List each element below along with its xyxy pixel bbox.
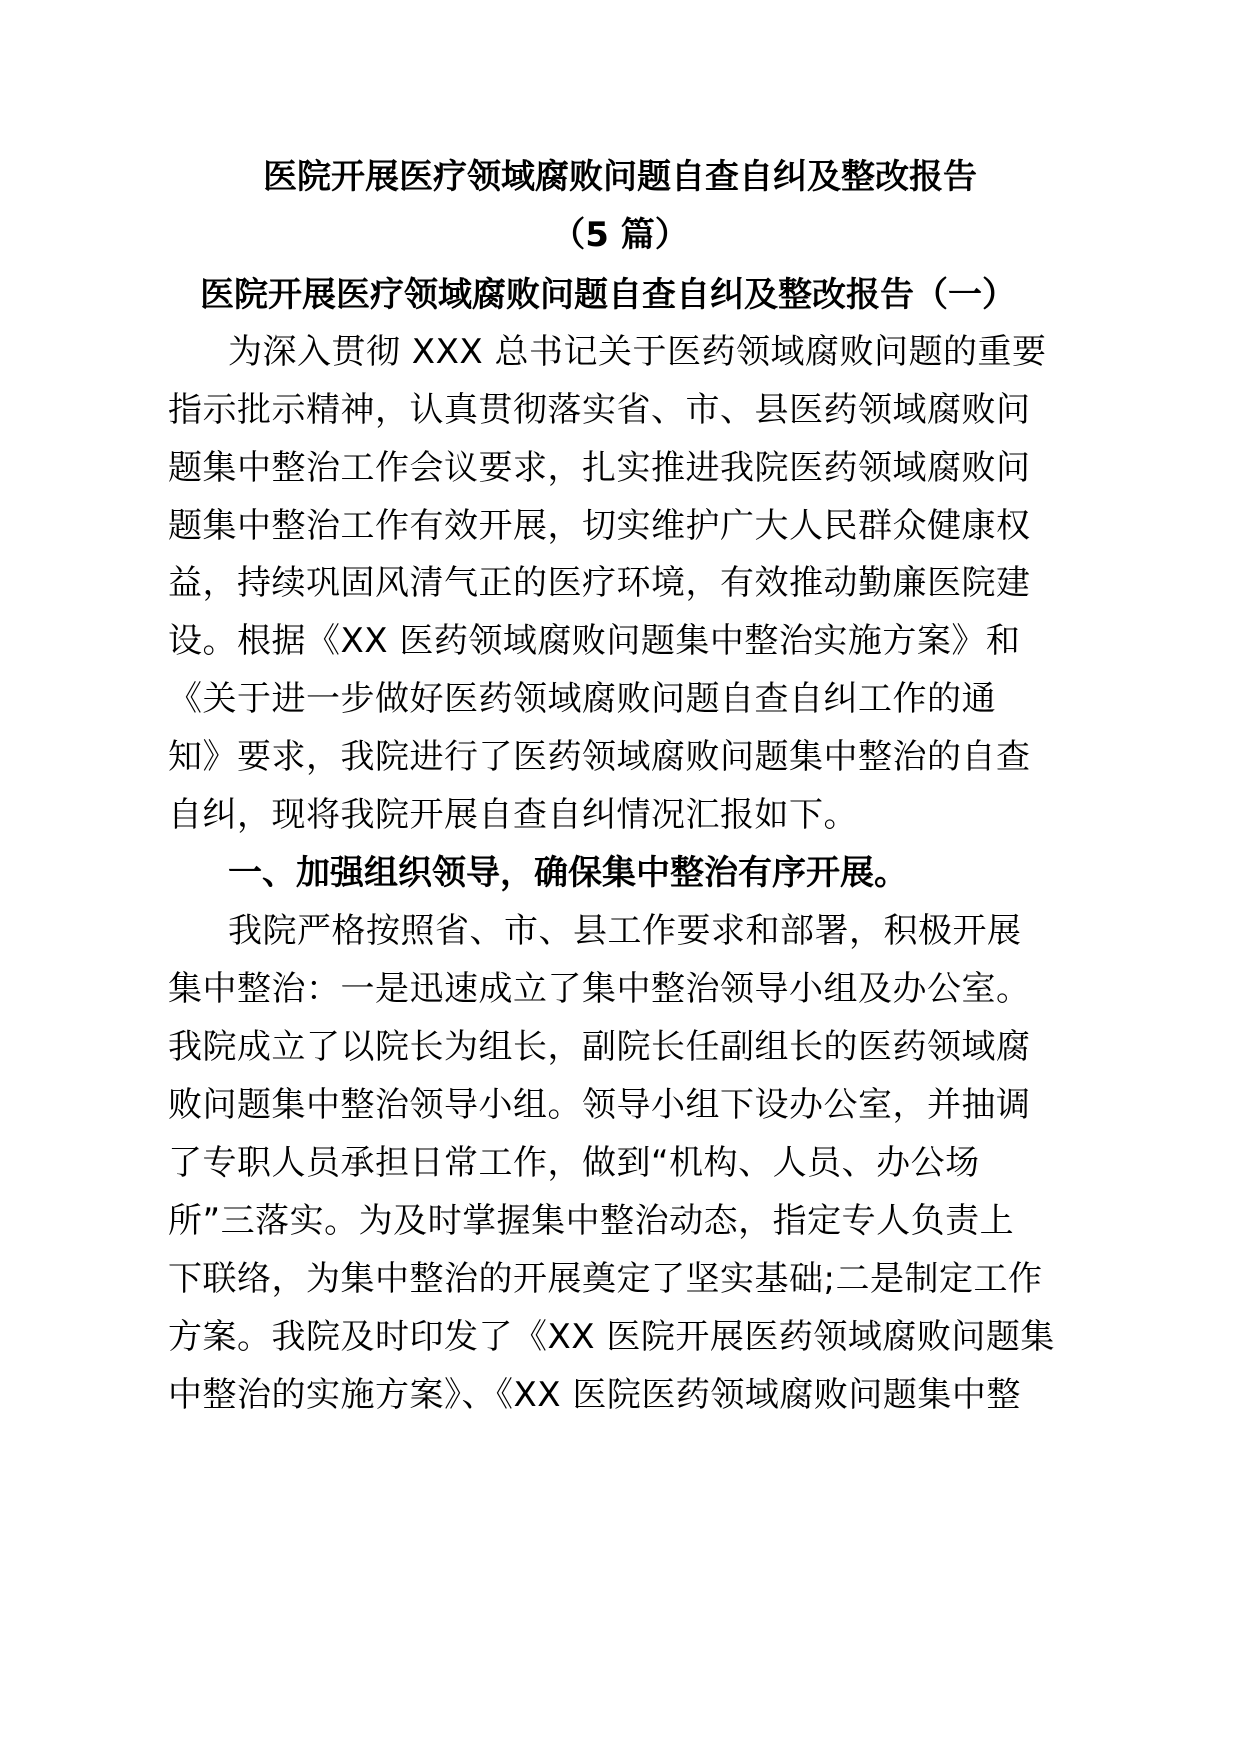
paragraph-line: 自纠，现将我院开展自查自纠情况汇报如下。 xyxy=(168,795,858,835)
section-heading: 医院开展医疗领域腐败问题自查自纠及整改报告（一） xyxy=(200,275,1016,315)
paragraph-line: 益，持续巩固风清气正的医疗环境，有效推动勤廉医院建 xyxy=(168,563,1031,603)
paragraph-line: 设。根据《XX 医药领域腐败问题集中整治实施方案》和 xyxy=(168,621,1021,661)
paragraph-line: 我院成立了以院长为组长，副院长任副组长的医药领域腐 xyxy=(168,1027,1031,1067)
paragraph-line: 集中整治：一是迅速成立了集中整治领导小组及办公室。 xyxy=(168,969,1031,1009)
document-subtitle: （5 篇） xyxy=(551,215,689,255)
paragraph-line: 下联络，为集中整治的开展奠定了坚实基础;二是制定工作 xyxy=(168,1259,1043,1299)
paragraph-line: 知》要求，我院进行了医药领域腐败问题集中整治的自查 xyxy=(168,737,1031,777)
paragraph-line: 方案。我院及时印发了《XX 医院开展医药领域腐败问题集 xyxy=(168,1317,1055,1357)
paragraph-line: 为深入贯彻 XXX 总书记关于医药领域腐败问题的重要 xyxy=(228,332,1047,372)
paragraph-line: 中整治的实施方案》、《XX 医院医药领域腐败问题集中整 xyxy=(168,1375,1021,1415)
document-title: 医院开展医疗领域腐败问题自查自纠及整改报告 xyxy=(263,157,977,197)
paragraph-line: 指示批示精神，认真贯彻落实省、市、县医药领域腐败问 xyxy=(168,390,1031,430)
subsection-heading: 一、加强组织领导，确保集中整治有序开展。 xyxy=(228,853,908,893)
paragraph-line: 题集中整治工作有效开展，切实维护广大人民群众健康权 xyxy=(168,506,1031,546)
paragraph-line: 了专职人员承担日常工作，做到“机构、人员、办公场 xyxy=(168,1143,980,1183)
paragraph-line: 《关于进一步做好医药领域腐败问题自查自纠工作的通 xyxy=(168,679,996,719)
paragraph-line: 题集中整治工作会议要求，扎实推进我院医药领域腐败问 xyxy=(168,448,1031,488)
paragraph-line: 所”三落实。为及时掌握集中整治动态，指定专人负责上 xyxy=(168,1201,1015,1241)
paragraph-line: 我院严格按照省、市、县工作要求和部署，积极开展 xyxy=(228,911,1022,951)
paragraph-line: 败问题集中整治领导小组。领导小组下设办公室，并抽调 xyxy=(168,1085,1031,1125)
